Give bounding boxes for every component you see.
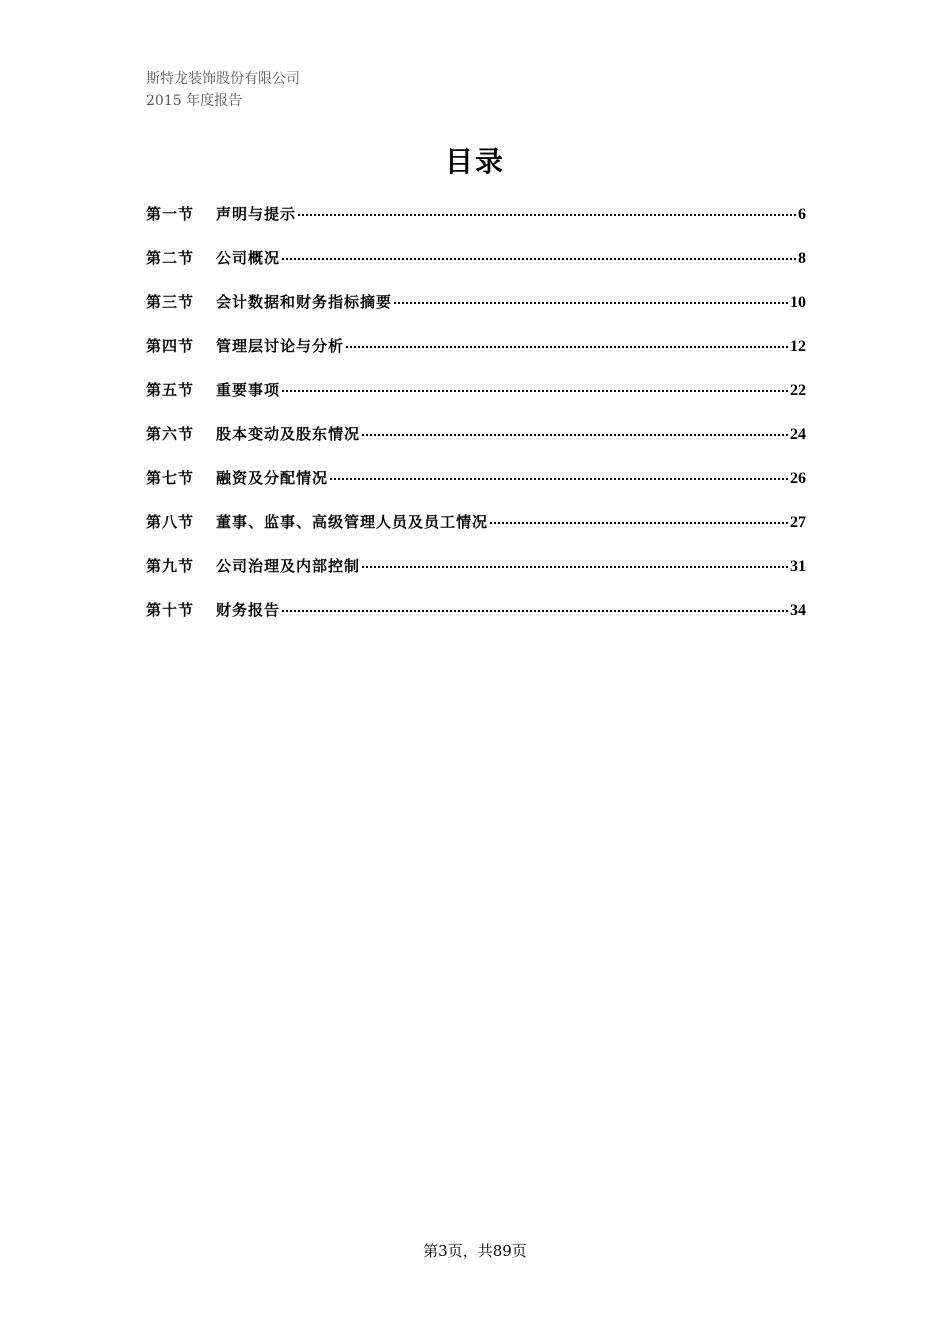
- toc-page-number: 22: [790, 382, 806, 399]
- toc-section-number: 第二节: [146, 249, 195, 267]
- toc-section-number: 第七节: [146, 469, 195, 487]
- toc-entry-2[interactable]: [146, 247, 806, 291]
- toc-section-number: 第九节: [146, 557, 195, 575]
- page-header: [146, 68, 300, 112]
- toc-title: 目录: [444, 145, 505, 178]
- toc-section-number: 第三节: [146, 293, 195, 311]
- toc-section-title: 公司概况: [216, 249, 281, 267]
- toc-page-number: 31: [790, 558, 806, 575]
- toc-section-number: 第五节: [146, 381, 195, 399]
- toc-page-number: 27: [790, 514, 806, 531]
- toc-entry-9[interactable]: [146, 555, 806, 599]
- toc-section-title: 声明与提示: [216, 205, 297, 223]
- toc-entry-1[interactable]: [146, 203, 806, 247]
- toc-entry-4[interactable]: [146, 335, 806, 379]
- toc-entry-8[interactable]: [146, 511, 806, 555]
- toc-section-title: 会计数据和财务指标摘要: [216, 293, 393, 311]
- toc-section-number: 第四节: [146, 337, 195, 355]
- dot-leader: [362, 434, 788, 436]
- page-footer: 第3页，共89页: [423, 1242, 527, 1260]
- toc-entry-10[interactable]: [146, 599, 806, 643]
- toc-page-number: 24: [790, 426, 806, 443]
- toc-entry-3[interactable]: [146, 291, 806, 335]
- dot-leader: [298, 214, 796, 216]
- toc-entry-6[interactable]: [146, 423, 806, 467]
- dot-leader: [346, 346, 788, 348]
- toc-section-title: 股本变动及股东情况: [216, 425, 361, 443]
- toc-section-number: 第一节: [146, 205, 195, 223]
- toc-section-title: 重要事项: [216, 381, 281, 399]
- toc-section-title: 董事、监事、高级管理人员及员工情况: [216, 513, 489, 531]
- toc-section-title: 公司治理及内部控制: [216, 557, 361, 575]
- toc-page-number: 6: [798, 206, 806, 223]
- toc-page-number: 8: [798, 250, 806, 267]
- dot-leader: [490, 522, 788, 524]
- dot-leader: [362, 566, 788, 568]
- dot-leader: [394, 302, 788, 304]
- toc-page-number: 12: [790, 338, 806, 355]
- toc-entry-5[interactable]: [146, 379, 806, 423]
- toc-section-number: 第十节: [146, 601, 195, 619]
- toc-page-number: 34: [790, 602, 806, 619]
- toc-section-number: 第八节: [146, 513, 195, 531]
- dot-leader: [330, 478, 788, 480]
- toc-page-number: 10: [790, 294, 806, 311]
- toc-page-number: 26: [790, 470, 806, 487]
- table-of-contents: [146, 203, 806, 643]
- toc-section-number: 第六节: [146, 425, 195, 443]
- dot-leader: [282, 610, 788, 612]
- toc-entry-7[interactable]: [146, 467, 806, 511]
- toc-section-title: 管理层讨论与分析: [216, 337, 345, 355]
- dot-leader: [282, 390, 788, 392]
- company-name: 斯特龙装饰股份有限公司: [146, 71, 300, 87]
- report-title: 2015 年度报告: [146, 93, 243, 109]
- toc-section-title: 融资及分配情况: [216, 469, 329, 487]
- dot-leader: [282, 258, 796, 260]
- toc-section-title: 财务报告: [216, 601, 281, 619]
